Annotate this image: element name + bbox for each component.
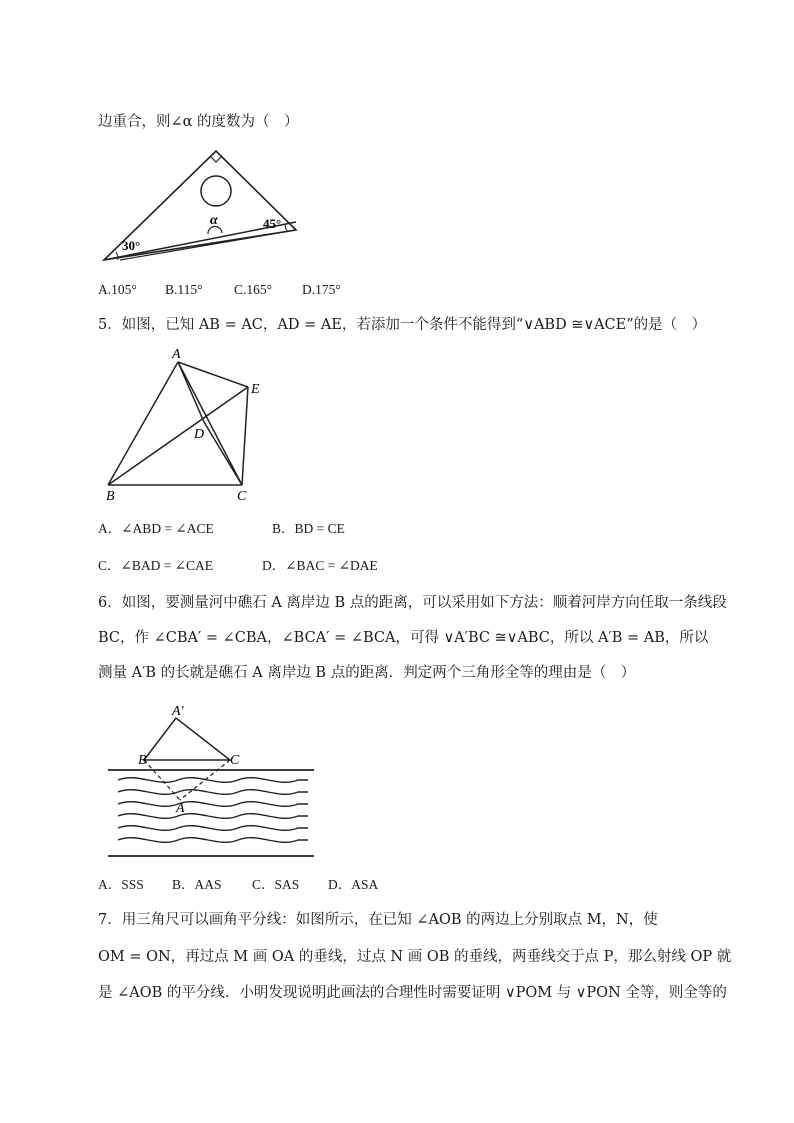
q5-stem: 5．如图，已知 AB = AC，AD = AE，若添加一个条件不能得到“∨ABD ≅∨ACE”的是（ ） [98, 317, 707, 333]
q6-option-a: A．SSS [98, 877, 144, 892]
q7-line-2: OM = ON，再过点 M 画 OA 的垂线，过点 N 画 OB 的垂线，两垂线交于点 P，那么射线 OP 就 [98, 949, 732, 965]
q4-option-d: D.175° [302, 282, 341, 297]
q5-figure [100, 342, 270, 507]
q4-right-angle-mark [210, 156, 222, 162]
q6-line-2: BC，作 ∠CBA′ = ∠CBA，∠BCA′ = ∠BCA，可得 ∨A′BC ≅∨ABC，所以 A′B = AB，所以 [98, 630, 709, 646]
q6-water-waves [118, 778, 308, 843]
q5-option-a: A．∠ABD = ∠ACE [98, 521, 214, 536]
q6-label-b: B [138, 753, 147, 768]
q6-figure [104, 700, 320, 860]
q4-option-a: A.105° [98, 282, 137, 297]
q5-option-b: B．BD = CE [272, 521, 345, 536]
q4-alpha-label: α [210, 213, 218, 228]
q4-option-c: C.165° [234, 282, 273, 297]
q4-45-label: 45° [263, 216, 282, 231]
q6-option-c: C．SAS [252, 877, 300, 892]
q5-option-c: C．∠BAD = ∠CAE [98, 558, 213, 573]
q6-label-c: C [230, 753, 240, 768]
q5-label-c: C [237, 489, 247, 504]
q7-line-3: 是 ∠AOB 的平分线．小明发现说明此画法的合理性时需要证明 ∨POM 与 ∨PON 全等，则全等的 [98, 985, 727, 1001]
q5-label-e: E [251, 382, 260, 397]
q6-option-d: D．ASA [328, 877, 379, 892]
q6-line-3: 测量 A′B 的长就是礁石 A 离岸边 B 点的距离．判定两个三角形全等的理由是（ ） [98, 665, 636, 681]
q6-label-a-prime: A′ [172, 704, 184, 719]
q7-line-1: 7．用三角尺可以画角平分线：如图所示，在已知 ∠AOB 的两边上分别取点 M，N，使 [98, 912, 658, 928]
q4-figure [98, 142, 308, 267]
q5-option-d: D．∠BAC = ∠DAE [262, 558, 378, 573]
q4-option-b: B.115° [165, 282, 203, 297]
q6-option-b: B．AAS [172, 877, 222, 892]
q4-stem-tail: 边重合，则∠α 的度数为（ ） [98, 114, 299, 130]
q4-ruler-edge-2 [120, 230, 296, 260]
q4-30-label: 30° [122, 238, 141, 253]
q6-triangle-a-prime [144, 718, 230, 760]
q5-label-b: B [106, 489, 115, 504]
q6-line-1: 6．如图，要测量河中礁石 A 离岸边 B 点的距离，可以采用如下方法：顺着河岸方向任取一条线段 [98, 595, 727, 611]
q4-circle-hole [201, 176, 231, 206]
q5-label-a: A [172, 347, 181, 362]
q5-label-d: D [194, 427, 205, 442]
q6-label-a: A [176, 801, 185, 816]
